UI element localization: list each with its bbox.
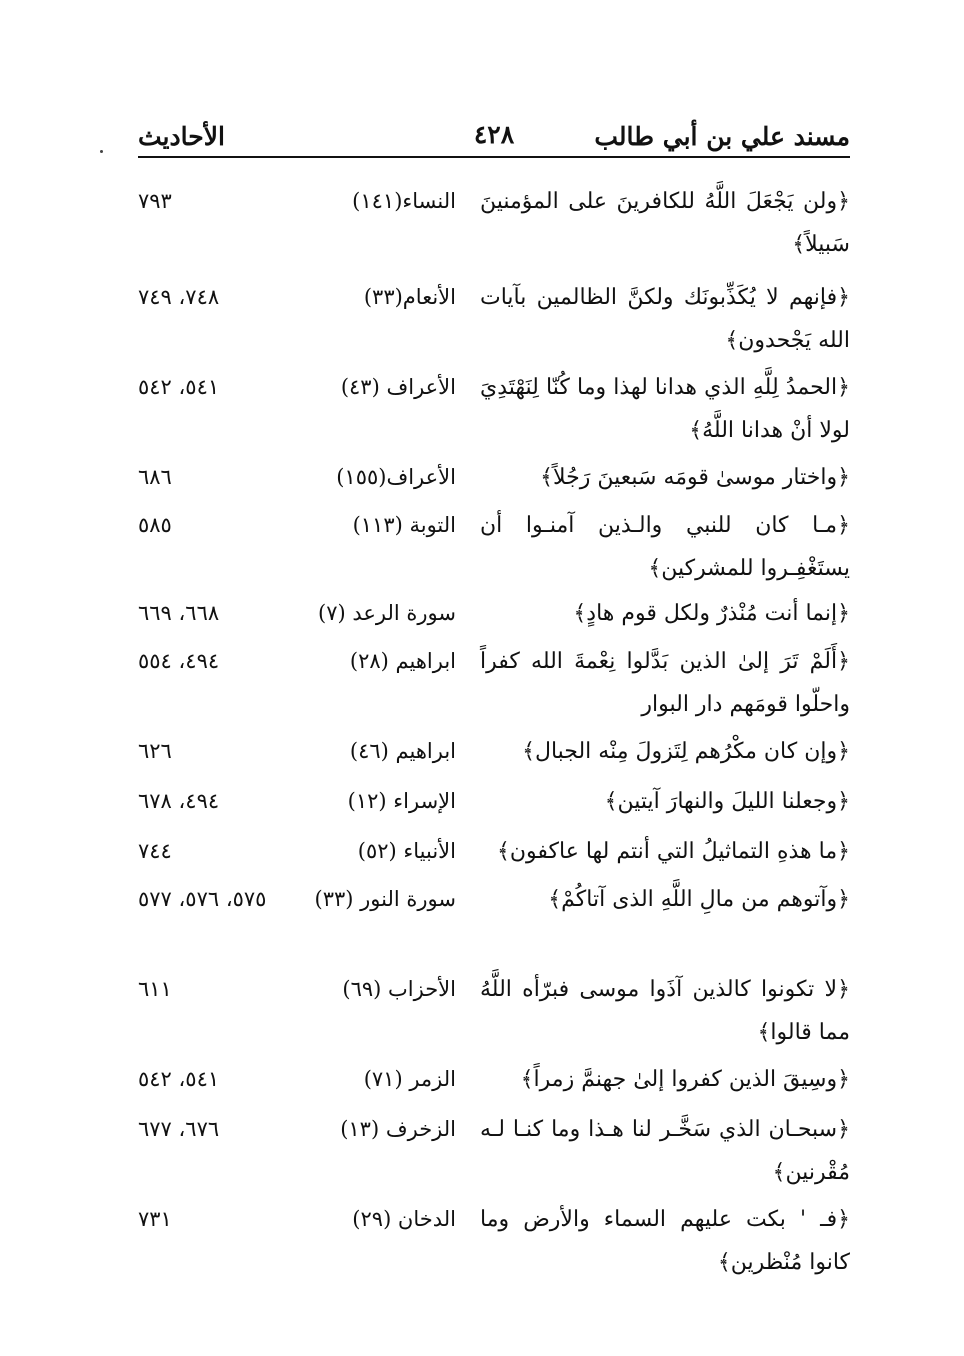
index-row xyxy=(138,780,850,830)
verse-text: ﴿ما هذهِ التماثيلُ التي أنتم لها عاكفون﴾ xyxy=(496,839,850,864)
index-row xyxy=(138,276,850,366)
surah-reference: الأنعام(٣٣) xyxy=(363,285,456,309)
hadith-numbers: ٦٢٦ xyxy=(138,739,172,763)
verse-text: ﴿وآتوهم من مالِ اللَّهِ الذى آتاكُمْ﴾ xyxy=(548,887,850,912)
hadith-numbers: ٦١١ xyxy=(138,977,172,1001)
hadith-numbers: ٧٣١ xyxy=(138,1207,172,1231)
verse-text: ﴿وإن كان مكْرُهم لِتَزولَ مِنْه الجبال﴾ xyxy=(522,739,850,764)
header-rule xyxy=(138,156,850,158)
verse-text: ﴿لا تكونوا كالذين آذَوا موسى فبرّأه اللَّهُ مما قالوا﴾ xyxy=(480,977,850,1045)
verse-text: ﴿مـا كان للنبي والـذين آمنـوا أن يستَغْفِـروا للمشركين﴾ xyxy=(480,513,850,581)
index-row xyxy=(138,968,850,1058)
verse-text: ﴿واختار موسىٰ قومَه سَبعينَ رَجُلاً﴾ xyxy=(540,465,850,490)
verse-text: ﴿الحمدُ لِلَّهِ الذي هدانا لهذا وما كُنّا لِنَهْتَدِيَ لولا أنْ هدانا اللَّهُ﴾ xyxy=(480,375,850,443)
surah-reference: الدخان (٢٩) xyxy=(352,1207,456,1231)
hadith-numbers: ٤٩٤، ٦٧٨ xyxy=(138,789,220,813)
surah-reference: الأنبياء (٥٢) xyxy=(357,839,456,863)
hadith-numbers: ٥٨٥ xyxy=(138,513,172,537)
index-row xyxy=(138,830,850,878)
hadith-numbers: ٦٦٨، ٦٦٩ xyxy=(138,601,220,625)
hadith-numbers: ٧٤٨، ٧٤٩ xyxy=(138,285,220,309)
verse-text: ﴿وجعلنا الليلَ والنهارَ آيتين﴾ xyxy=(604,789,850,814)
index-row xyxy=(138,1198,850,1288)
surah-reference: الأعراف(١٥٥) xyxy=(336,465,456,489)
index-row xyxy=(138,592,850,640)
surah-reference: الأحزاب (٦٩) xyxy=(342,977,456,1001)
section-title: الأحاديث xyxy=(138,121,225,151)
hadith-numbers: ٧٩٣ xyxy=(138,189,172,213)
hadith-numbers: ٥٧٥، ٥٧٦، ٥٧٧ xyxy=(138,887,267,911)
surah-reference: ابراهيم (٢٨) xyxy=(349,649,456,673)
page-header xyxy=(138,116,850,156)
surah-reference: الأعراف (٤٣) xyxy=(340,375,456,399)
index-row xyxy=(138,1108,850,1198)
verse-text: ﴿إنما أنت مُنْذرٌ ولكل قوم هادٍ﴾ xyxy=(573,601,850,626)
verse-index-list xyxy=(138,180,850,1288)
stray-mark xyxy=(100,150,103,153)
verse-text: ﴿وسِيقَ الذين كفروا إلىٰ جهنمَّ زمراً﴾ xyxy=(520,1067,850,1092)
hadith-numbers: ٥٤١، ٥٤٢ xyxy=(138,1067,220,1091)
surah-reference: الزخرف (١٣) xyxy=(340,1117,456,1141)
surah-reference: ابراهيم (٤٦) xyxy=(349,739,456,763)
verse-text: ﴿سبحـان الذي سَخَّـر لنا هـذا وما كنـا لـه مُقْرنين﴾ xyxy=(480,1117,850,1185)
index-row xyxy=(138,366,850,456)
hadith-numbers: ٧٤٤ xyxy=(138,839,172,863)
book-title: مسند علي بن أبي طالب xyxy=(594,121,850,151)
index-row xyxy=(138,878,850,968)
surah-reference: النساء(١٤١) xyxy=(352,189,456,213)
index-row xyxy=(138,456,850,504)
index-row xyxy=(138,504,850,592)
verse-text: ﴿فإنهم لا يُكَذِّبونَك ولكنَّ الظالمين بآيات الله يَجْحدون﴾ xyxy=(480,285,850,353)
verse-text: ﴿أَلَمْ تَرَ إلىٰ الذين بَدَّلوا نِعْمةَ الله كفراً واحلّوا قومَهم دار البوار xyxy=(480,649,850,717)
index-row xyxy=(138,640,850,730)
surah-reference: سورة الرعد (٧) xyxy=(318,601,456,625)
index-row xyxy=(138,1058,850,1108)
surah-reference: التوبة (١١٣) xyxy=(352,513,456,537)
hadith-numbers: ٦٧٦، ٦٧٧ xyxy=(138,1117,220,1141)
verse-text: ﴿ولن يَجْعَلَ اللَّهُ للكافرينَ على المؤمنينَ سَبيلاً﴾ xyxy=(480,189,850,257)
index-row xyxy=(138,180,850,276)
hadith-numbers: ٥٤١، ٥٤٢ xyxy=(138,375,220,399)
surah-reference: الزمر (٧١) xyxy=(363,1067,456,1091)
surah-reference: سورة النور (٣٣) xyxy=(314,887,456,911)
hadith-numbers: ٦٨٦ xyxy=(138,465,172,489)
hadith-numbers: ٤٩٤، ٥٥٤ xyxy=(138,649,220,673)
index-row xyxy=(138,730,850,780)
verse-text: ﴿فـ ' بكت عليهم السماء والأرض وما كانوا مُنْظرين﴾ xyxy=(480,1207,850,1275)
page-number: ٤٢٨ xyxy=(473,120,515,149)
surah-reference: الإسراء (١٢) xyxy=(347,789,456,813)
